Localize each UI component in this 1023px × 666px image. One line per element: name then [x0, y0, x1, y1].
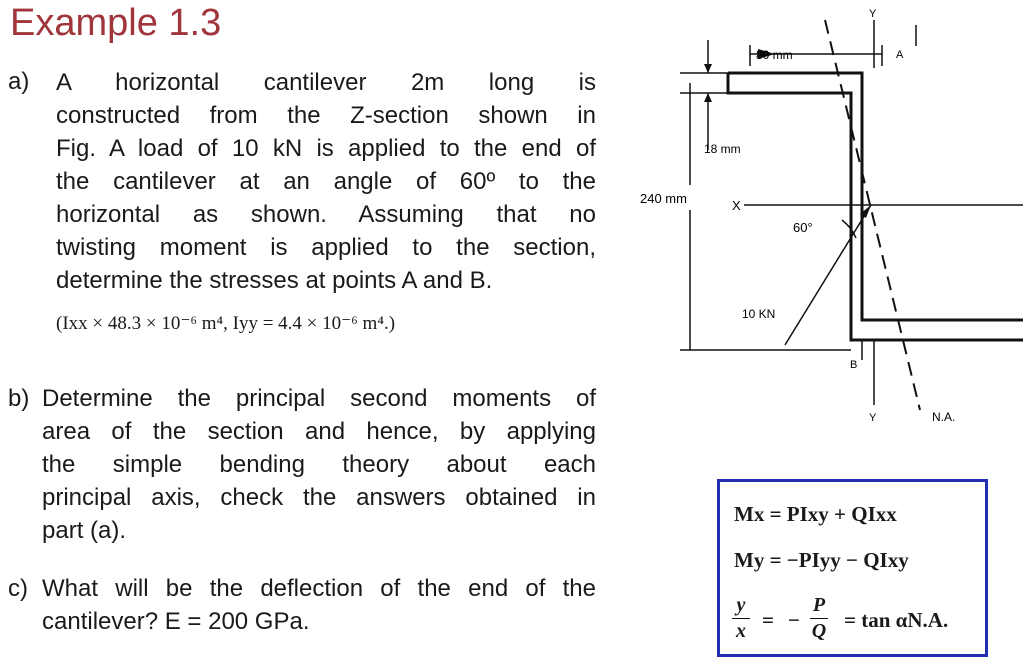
fraction-p: P — [812, 594, 826, 616]
x-axis-label: X — [732, 198, 741, 213]
given-moments-formula: (Ixx × 48.3 × 10⁻⁶ m⁴, Iyy = 4.4 × 10⁻⁶ m⁴.) — [56, 313, 396, 334]
point-a-label: A — [896, 49, 904, 61]
mx-equation: Mx = PIxy + QIxx — [734, 502, 897, 526]
neutral-axis-label: N.A. — [932, 410, 956, 424]
width-label: 80 mm — [756, 48, 793, 62]
neutral-axis-line — [825, 20, 920, 410]
part-a-marker: a) — [8, 68, 30, 95]
part-c-line-1: What will be the deflection of the end of the — [42, 575, 596, 602]
tan-alpha-na: = tan αN.A. — [844, 608, 949, 632]
fraction-x: x — [736, 620, 746, 642]
load-label: 10 KN — [742, 307, 776, 321]
page-title: Example 1.3 — [10, 2, 222, 44]
part-b-marker: b) — [8, 385, 30, 412]
part-a-line-5: horizontal as shown. Assuming that no — [56, 201, 596, 228]
thickness-arrow-top — [704, 64, 712, 73]
part-a-line-2: constructed from the Z-section shown in — [56, 102, 596, 129]
part-b-line-4: principal axis, check the answers obtained in — [42, 484, 596, 511]
part-b-line-3: the simple bending theory about each — [42, 451, 596, 478]
fraction-y: y — [736, 594, 746, 616]
part-a-line-3: Fig. A load of 10 kN is applied to the end of — [56, 135, 596, 162]
part-a-line-7: determine the stresses at points A and B. — [56, 267, 493, 294]
z-section-diagram — [620, 0, 1023, 440]
angle-arc — [842, 220, 856, 238]
point-b-label: B — [850, 359, 858, 371]
part-c-line-2: cantilever? E = 200 GPa. — [42, 608, 310, 635]
equations-box — [717, 479, 988, 657]
fraction-q: Q — [811, 620, 827, 642]
angle-label: 60° — [793, 220, 813, 235]
part-b-line-5: part (a). — [42, 517, 127, 544]
part-a-line-6: twisting moment is applied to the section, — [56, 234, 596, 261]
height-label: 240 mm — [640, 191, 687, 206]
part-a-line-1: A horizontal cantilever 2m long is — [56, 69, 596, 96]
y-axis-bottom-label: Y — [869, 412, 877, 424]
part-b-line-1: Determine the principal second moments of — [42, 385, 596, 412]
thickness-arrow-bottom — [704, 93, 712, 102]
z-section-outline — [728, 73, 1023, 340]
minus-sign: − — [788, 608, 800, 632]
my-equation: My = −PIyy − QIxy — [734, 548, 909, 572]
y-axis-top-label: Y — [869, 8, 877, 20]
part-c-marker: c) — [8, 575, 28, 602]
part-b-line-2: area of the section and hence, by applying — [42, 418, 596, 445]
equals-sign: = — [762, 608, 774, 632]
part-a-line-4: the cantilever at an angle of 60º to the — [56, 168, 596, 195]
y-over-x-fraction — [732, 594, 750, 643]
thickness-label: 18 mm — [704, 142, 741, 156]
p-over-q-fraction — [810, 594, 828, 643]
